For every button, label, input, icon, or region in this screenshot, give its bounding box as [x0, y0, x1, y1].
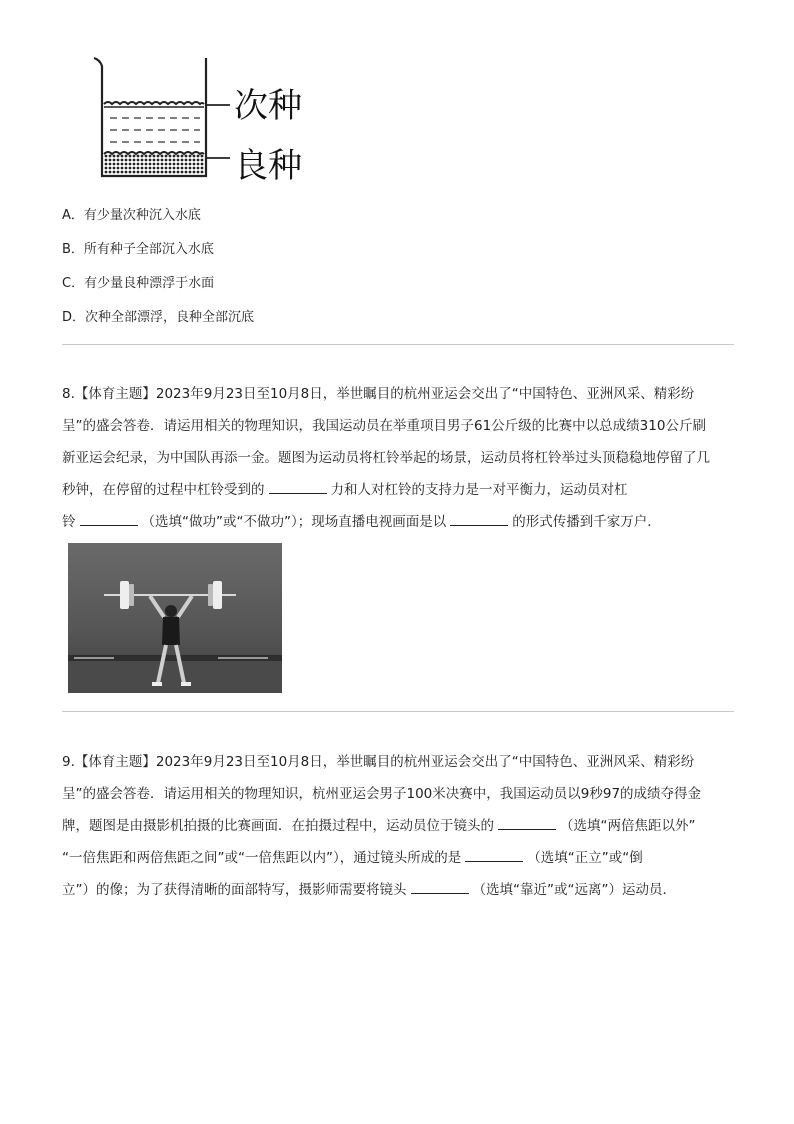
option-letter: D． [62, 310, 86, 325]
answer-blank[interactable] [411, 881, 469, 894]
q9-text: （选填“靠近”或“远离”）运动员． [472, 882, 676, 898]
q8-text: 的形式传播到千家万户． [512, 514, 661, 530]
option-a[interactable] [62, 207, 201, 225]
option-letter: A． [62, 208, 84, 223]
q9-line: 呈”的盛会答卷．请运用相关的物理知识，杭州亚运会男子100米决赛中，我国运动员以9秒97的成绩夺得金 [62, 786, 702, 802]
section-divider [62, 344, 734, 345]
option-text: 有少量次种沉入水底 [83, 208, 201, 223]
option-c[interactable] [62, 275, 214, 293]
q8-line: 呈”的盛会答卷．请运用相关的物理知识，我国运动员在举重项目男子61公斤级的比赛中以总成绩310公斤刷 [62, 418, 706, 434]
option-d[interactable] [62, 309, 254, 327]
option-letter: C． [62, 276, 85, 291]
q8-text: 铃 [62, 514, 76, 530]
option-text: 所有种子全部沉入水底 [83, 242, 214, 257]
answer-blank[interactable] [465, 849, 523, 862]
q9-text: 牌，题图是由摄影机拍摄的比赛画面．在拍摄过程中，运动员位于镜头的 [62, 818, 494, 834]
q8-line: 新亚运会纪录，为中国队再添一金。题图为运动员将杠铃举起的场景，运动员将杠铃举过头顶稳稳地停留了几 [62, 450, 710, 466]
answer-blank[interactable] [269, 481, 327, 494]
answer-blank[interactable] [450, 513, 508, 526]
q9-text: （选填“两倍焦距以外” [560, 818, 696, 834]
q9-text: （选填“正立”或“倒 [527, 850, 643, 866]
section-divider [62, 711, 734, 712]
weightlifter-image [68, 543, 282, 693]
option-b[interactable] [62, 241, 214, 259]
q8-line [62, 506, 734, 538]
q9-text: “一倍焦距和两倍焦距之间”或“一倍焦距以内”），通过镜头所成的是 [62, 850, 462, 866]
q8-line [62, 474, 734, 506]
answer-blank[interactable] [498, 817, 556, 830]
q8-text: （选填“做功”或“不做功”）；现场直播电视画面是以 [141, 514, 447, 530]
option-text: 有少量良种漂浮于水面 [84, 276, 215, 291]
q9-text: 立”）的像；为了获得清晰的面部特写，摄影师需要将镜头 [62, 882, 407, 898]
option-text: 次种全部漂浮，良种全部沉底 [85, 310, 255, 325]
q8-text: 秒钟，在停留的过程中杠铃受到的 [62, 482, 265, 498]
q9-line [62, 810, 734, 842]
q9-line: 9.【体育主题】2023年9月23日至10月8日，举世瞩目的杭州亚运会交出了“中国特色、亚洲风采、精彩纷 [62, 754, 695, 770]
beaker-label-inferior-seeds: 次种 [234, 86, 302, 126]
answer-blank[interactable] [80, 513, 138, 526]
option-letter: B． [62, 242, 84, 257]
q9-line [62, 842, 734, 874]
q9-line [62, 874, 734, 906]
weightlifting-photo [68, 543, 282, 693]
beaker-label-good-seeds: 良种 [234, 146, 302, 186]
q8-text: 力和人对杠铃的支持力是一对平衡力，运动员对杠 [330, 482, 628, 498]
question-8 [62, 378, 734, 538]
q8-line: 8.【体育主题】2023年9月23日至10月8日，举世瞩目的杭州亚运会交出了“中国特色、亚洲风采、精彩纷 [62, 386, 695, 402]
question-9 [62, 746, 734, 906]
